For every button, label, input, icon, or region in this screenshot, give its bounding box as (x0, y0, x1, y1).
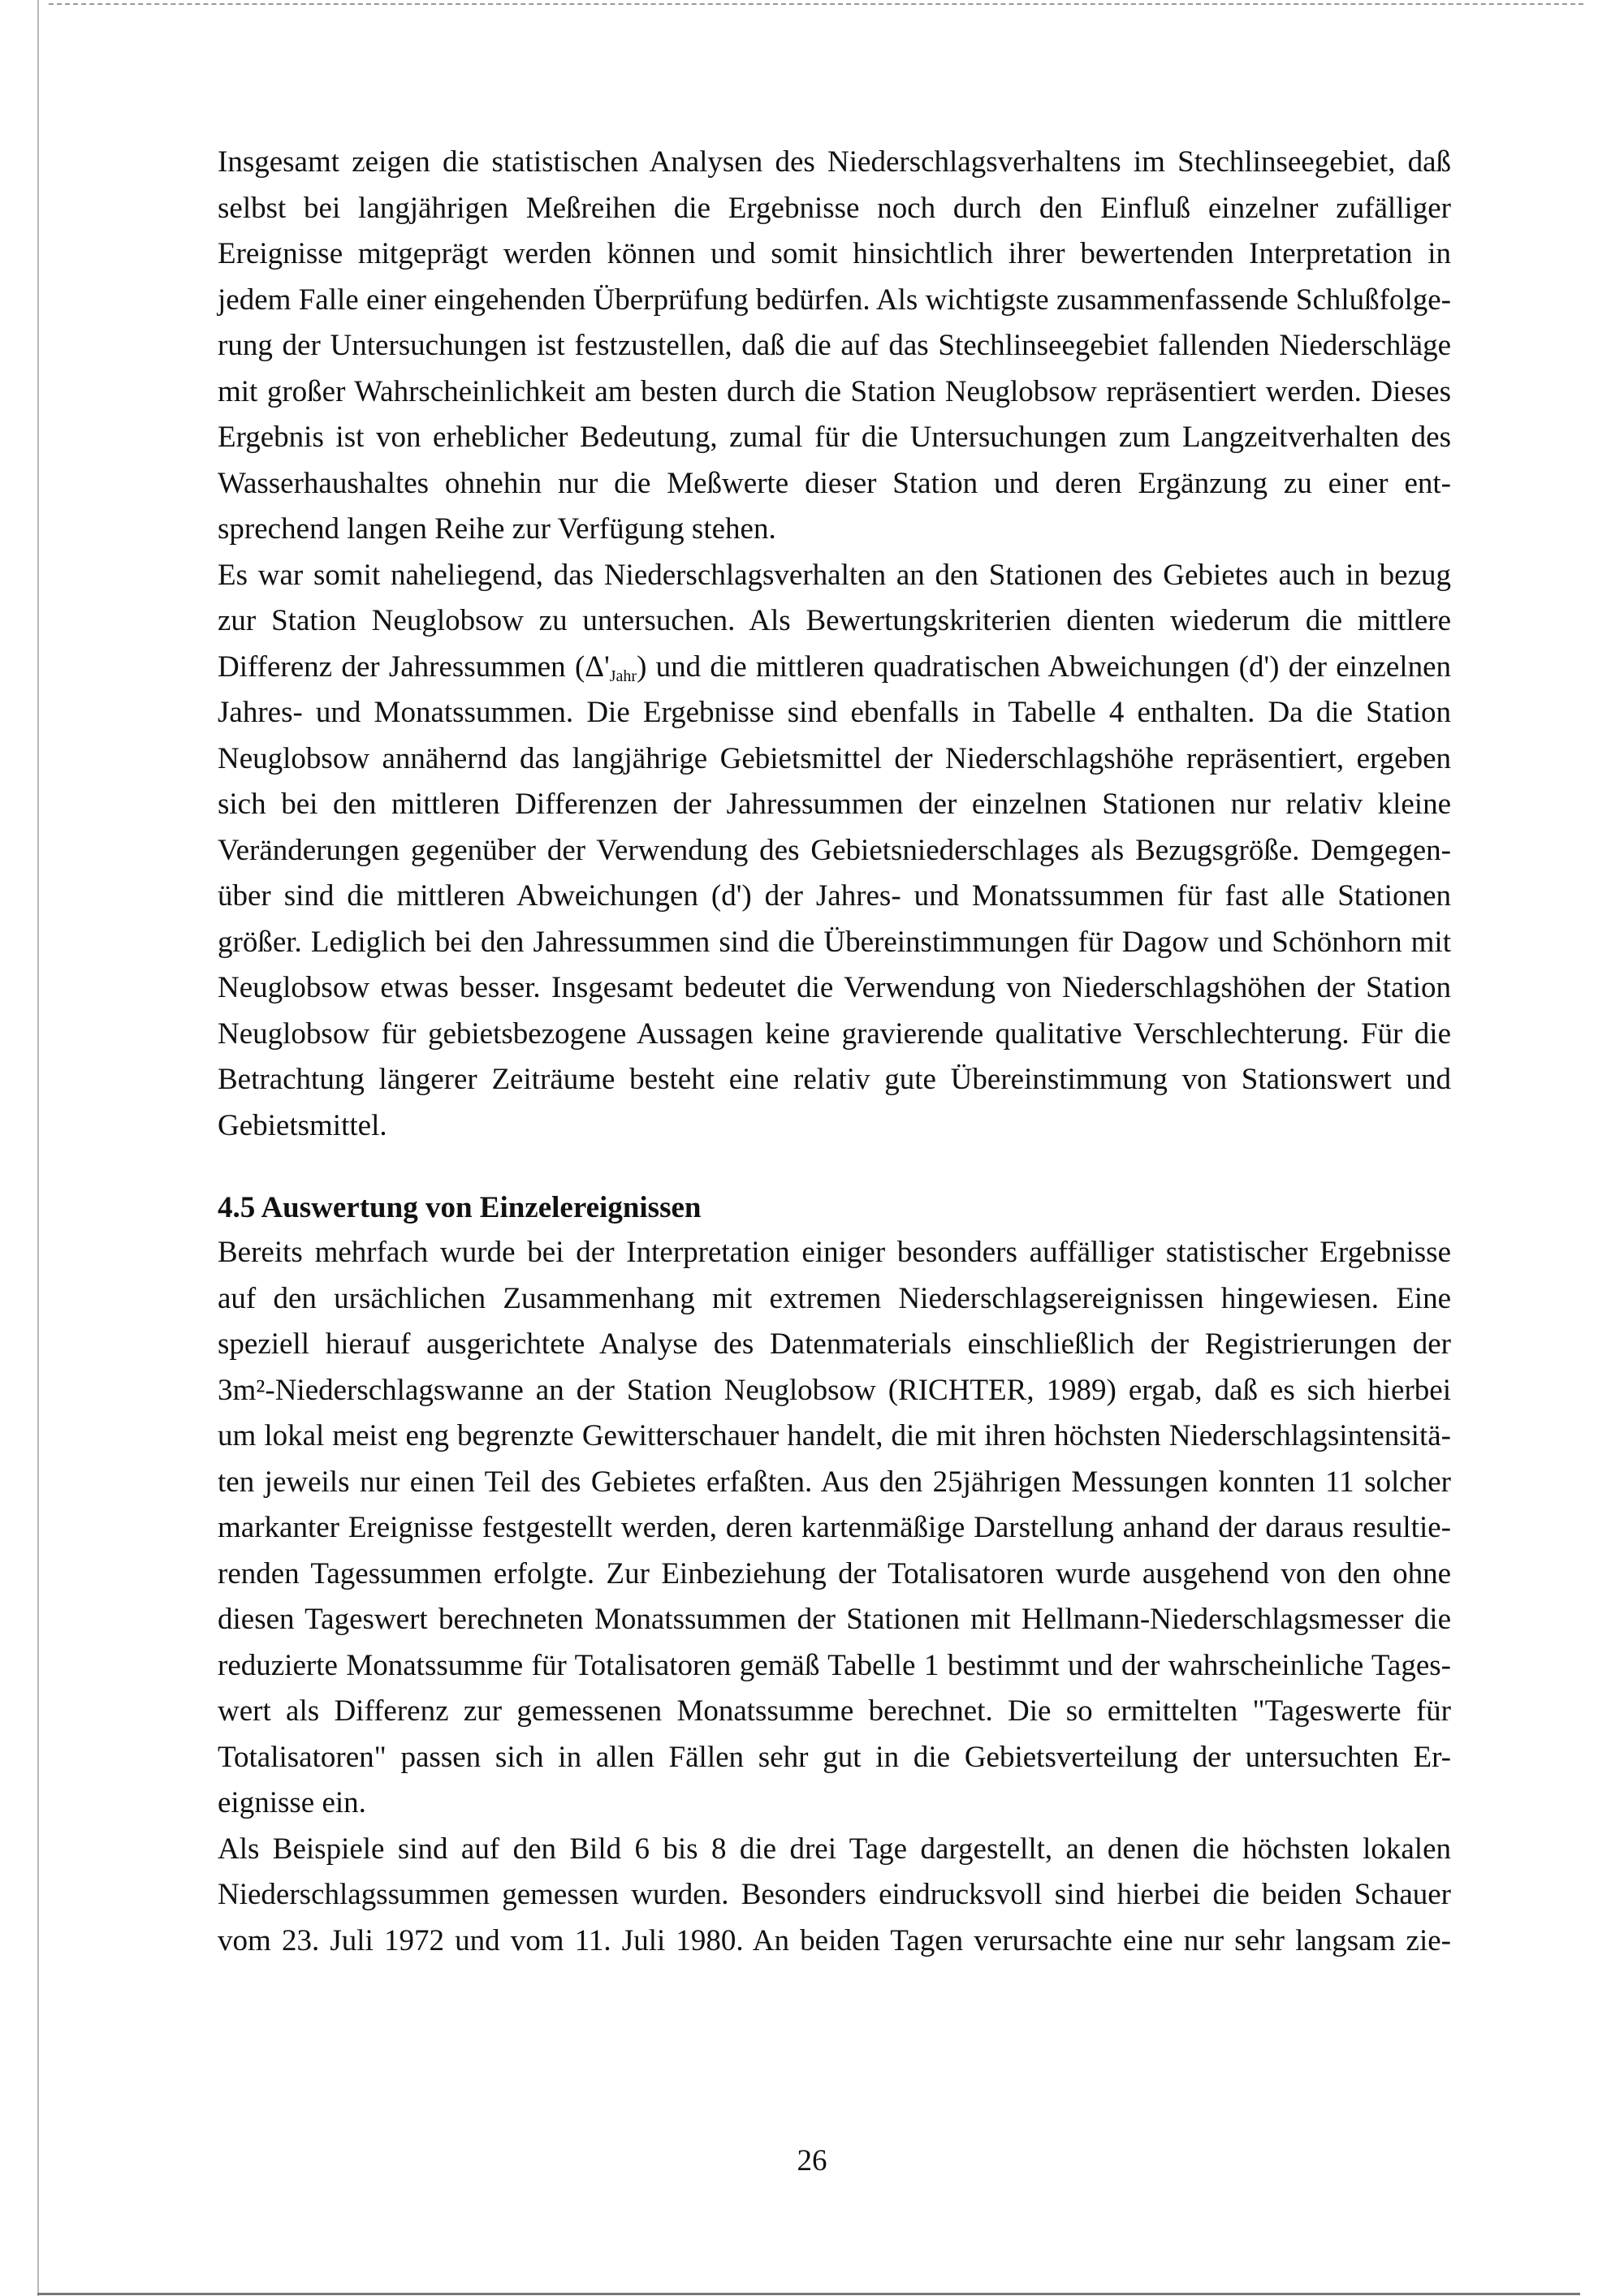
scan-edge-bottom (37, 2293, 1580, 2295)
text-line: sprechend langen Reihe zur Verfügung stehen. (218, 512, 776, 546)
text-line: mit großer Wahrscheinlichkeit am besten durch die Station Neuglobsow repräsentiert werden. Dieses (218, 374, 1451, 408)
section-heading: 4.5 Auswertung von Einzelereignissen (218, 1191, 702, 1224)
body-text-section-1 (218, 140, 1451, 1149)
text-line: Bereits mehrfach wurde bei der Interpretation einiger besonders auffälliger statistischer Ergebnisse (218, 1236, 1451, 1269)
text-line: renden Tagessummen erfolgte. Zur Einbeziehung der Totalisatoren wurde ausgehend von den ohne (218, 1556, 1451, 1590)
text-line: speziell hierauf ausgerichtete Analyse des Datenmaterials einschließlich der Registrierungen der (218, 1327, 1451, 1361)
text-line: Niederschlagssummen gemessen wurden. Besonders eindrucksvoll sind hierbei die beiden Schauer (218, 1878, 1451, 1911)
text-line: vom 23. Juli 1972 und vom 11. Juli 1980. An beiden Tagen verursachte eine nur sehr langsam zie- (218, 1923, 1451, 1957)
scan-edge-left (37, 0, 39, 2296)
text-fragment: Differenz der Jahressummen (Δ' (218, 650, 610, 684)
text-line: Neuglobsow für gebietsbezogene Aussagen keine gravierende qualitative Verschlechterung. Für die (218, 1016, 1451, 1051)
text-line: größer. Lediglich bei den Jahressummen sind die Übereinstimmungen für Dagow und Schönhorn mit (218, 925, 1451, 959)
text-line: Es war somit naheliegend, das Niederschlagsverhalten an den Stationen des Gebietes auch in bezug (218, 558, 1451, 592)
subscript-jahr: Jahr (609, 667, 637, 685)
page-number: 26 (797, 2144, 827, 2177)
text-line: über sind die mittleren Abweichungen (d') der Jahres- und Monatssummen für fast alle Stationen (218, 879, 1451, 913)
text-line: Neuglobsow annähernd das langjährige Gebietsmittel der Niederschlagshöhe repräsentiert, ergeben (218, 741, 1451, 775)
text-line: Ergebnis ist von erheblicher Bedeutung, zumal für die Untersuchungen zum Langzeitverhalten des (218, 421, 1451, 454)
text-line: selbst bei langjährigen Meßreihen die Ergebnisse noch durch den Einfluß einzelner zufälliger (218, 191, 1451, 225)
text-line: Neuglobsow etwas besser. Insgesamt bedeutet die Verwendung von Niederschlagshöhen der Station (218, 971, 1451, 1004)
text-line: Wasserhaushaltes ohnehin nur die Meßwerte dieser Station und deren Ergänzung zu einer ent- (218, 466, 1451, 500)
text-line (218, 645, 1451, 691)
text-line: diesen Tageswert berechneten Monatssummen der Stationen mit Hellmann-Niederschlagsmesser die (218, 1603, 1451, 1636)
text-line: eignisse ein. (218, 1786, 366, 1819)
text-line: Totalisatoren" passen sich in allen Fällen sehr gut in die Gebietsverteilung der untersuchten Er- (218, 1740, 1451, 1774)
text-line: Gebietsmittel. (218, 1108, 387, 1142)
text-line: markanter Ereignisse festgestellt werden, deren kartenmäßige Darstellung anhand der daraus resultie- (218, 1511, 1451, 1544)
text-fragment: ) und die mittleren quadratischen Abweichungen (d') der einzelnen (637, 650, 1451, 684)
scan-edge-top (49, 3, 1583, 5)
text-line: rung der Untersuchungen ist festzustellen, daß die auf das Stechlinseegebiet fallenden Niederschläge (218, 329, 1451, 362)
text-line: reduzierte Monatssumme für Totalisatoren gemäß Tabelle 1 bestimmt und der wahrscheinliche Tages- (218, 1648, 1451, 1682)
text-line: Insgesamt zeigen die statistischen Analysen des Niederschlagsverhaltens im Stechlinseegebiet, daß (218, 145, 1451, 179)
text-line: zur Station Neuglobsow zu untersuchen. Als Bewertungskriterien dienten wiederum die mittlere (218, 604, 1451, 637)
text-line: jedem Falle einer eingehenden Überprüfung bedürfen. Als wichtigste zusammenfassende Schlußfolge- (218, 283, 1451, 317)
text-line: Jahres- und Monatssummen. Die Ergebnisse sind ebenfalls in Tabelle 4 enthalten. Da die Station (218, 696, 1451, 729)
text-line: Veränderungen gegenüber der Verwendung des Gebietsniederschlages als Bezugsgröße. Demgegen- (218, 833, 1451, 867)
text-line: Betrachtung längerer Zeiträume besteht eine relativ gute Übereinstimmung von Stationswert und (218, 1063, 1451, 1096)
body-text-section-2 (218, 1230, 1451, 1964)
text-line: sich bei den mittleren Differenzen der Jahressummen der einzelnen Stationen nur relativ kleine (218, 788, 1451, 821)
text-line: um lokal meist eng begrenzte Gewitterschauer handelt, die mit ihren höchsten Niederschlagsintensitä- (218, 1419, 1451, 1452)
text-line: Ereignisse mitgeprägt werden können und somit hinsichtlich ihrer bewertenden Interpretation in (218, 237, 1451, 270)
text-line: 3m²-Niederschlagswanne an der Station Neuglobsow (RICHTER, 1989) ergab, daß es sich hierbei (218, 1373, 1451, 1407)
text-line: wert als Differenz zur gemessenen Monatssumme berechnet. Die so ermittelten "Tageswerte für (218, 1694, 1451, 1728)
text-line: auf den ursächlichen Zusammenhang mit extremen Niederschlagsereignissen hingewiesen. Eine (218, 1281, 1451, 1315)
text-line: Als Beispiele sind auf den Bild 6 bis 8 die drei Tage dargestellt, an denen die höchsten lokalen (218, 1832, 1451, 1866)
text-line: ten jeweils nur einen Teil des Gebietes erfaßten. Aus den 25jährigen Messungen konnten 11 solcher (218, 1465, 1451, 1499)
